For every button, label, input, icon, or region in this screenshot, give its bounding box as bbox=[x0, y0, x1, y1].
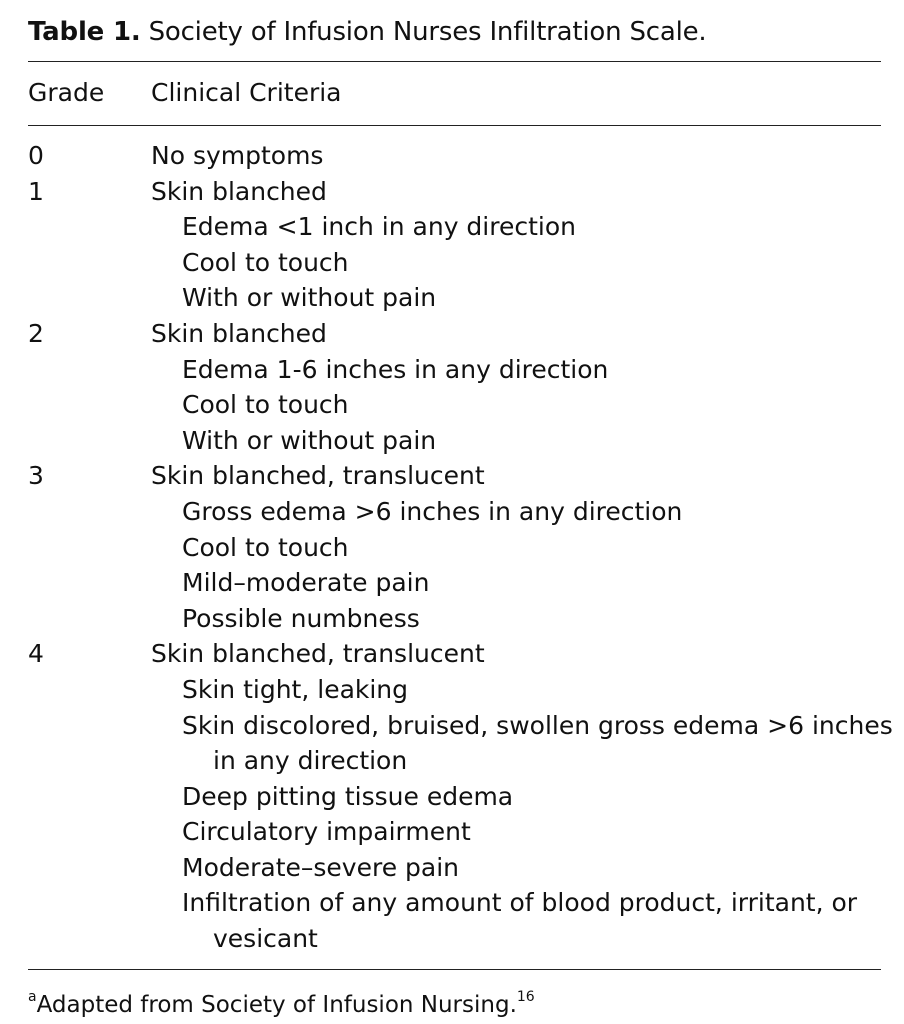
criteria-sub-text: Mild–moderate pain bbox=[182, 568, 430, 598]
table-row bbox=[28, 316, 881, 458]
table-row bbox=[28, 174, 881, 316]
criteria-main: Skin blanched bbox=[151, 176, 327, 206]
table-footnote bbox=[28, 980, 535, 1022]
criteria-sub-text: Skin discolored, bruised, swollen gross edema >6 inches bbox=[182, 710, 893, 740]
header-clinical-criteria: Clinical Criteria bbox=[151, 78, 342, 107]
criteria-sub-item bbox=[151, 245, 881, 281]
bottom-rule bbox=[28, 969, 881, 970]
criteria-sub-item bbox=[151, 779, 881, 815]
criteria-main: No symptoms bbox=[151, 141, 324, 170]
criteria-sub-item bbox=[151, 352, 881, 388]
footnote-text: Adapted from Society of Infusion Nursing. bbox=[36, 992, 517, 1018]
criteria-sub-text: Cool to touch bbox=[182, 390, 349, 420]
criteria-sub-item bbox=[151, 850, 881, 886]
table-body bbox=[28, 126, 893, 969]
criteria-sub-item bbox=[151, 494, 881, 530]
criteria-sub-text: Cool to touch bbox=[182, 247, 349, 277]
criteria-sub-continuation: vesicant bbox=[213, 924, 318, 954]
criteria-sub-text: Skin tight, leaking bbox=[182, 674, 409, 704]
criteria-main: Skin blanched, translucent bbox=[151, 639, 485, 669]
table-1 bbox=[28, 14, 893, 970]
criteria-sub-item bbox=[151, 387, 881, 423]
criteria-sub-text: Cool to touch bbox=[182, 532, 349, 562]
criteria-sub-text: Edema <1 inch in any direction bbox=[182, 212, 576, 242]
criteria-sub-item bbox=[151, 601, 881, 637]
grade-cell: 1 bbox=[28, 176, 44, 206]
criteria-sub-text: Deep pitting tissue edema bbox=[182, 781, 514, 811]
criteria-cell bbox=[151, 636, 893, 956]
criteria-sub-item bbox=[151, 814, 881, 850]
grade-cell: 2 bbox=[28, 318, 44, 348]
criteria-cell bbox=[151, 138, 881, 174]
criteria-sub-item bbox=[151, 708, 893, 779]
footnote-reference: 16 bbox=[516, 989, 535, 1005]
criteria-cell bbox=[151, 316, 881, 458]
criteria-sub-text: Gross edema >6 inches in any direction bbox=[182, 496, 683, 526]
criteria-sub-item bbox=[151, 423, 881, 459]
criteria-sub-text: Edema 1-6 inches in any direction bbox=[182, 354, 609, 384]
criteria-main: Skin blanched bbox=[151, 318, 327, 348]
table-row bbox=[28, 636, 893, 956]
criteria-sub-text: Circulatory impairment bbox=[182, 817, 471, 847]
grade-cell: 0 bbox=[28, 141, 44, 170]
criteria-sub-continuation: in any direction bbox=[213, 746, 408, 776]
table-caption-label: Table 1. bbox=[28, 17, 141, 47]
table-row bbox=[28, 458, 881, 636]
criteria-sub-item bbox=[151, 885, 881, 956]
header-grade: Grade bbox=[28, 78, 105, 107]
footnote-marker: a bbox=[28, 989, 37, 1005]
grade-cell: 3 bbox=[28, 461, 44, 491]
table-caption bbox=[28, 14, 881, 50]
criteria-sub-text: Possible numbness bbox=[182, 603, 420, 633]
criteria-main: Skin blanched, translucent bbox=[151, 461, 485, 491]
table-row bbox=[28, 138, 881, 174]
criteria-sub-item bbox=[151, 209, 881, 245]
criteria-sub-text: Infiltration of any amount of blood product, irritant, or bbox=[182, 888, 858, 918]
criteria-sub-text: With or without pain bbox=[182, 283, 437, 313]
table-caption-title: Society of Infusion Nurses Infiltration Scale. bbox=[140, 17, 707, 47]
criteria-sub-item bbox=[151, 565, 881, 601]
criteria-sub-item bbox=[151, 530, 881, 566]
criteria-sub-text: Moderate–severe pain bbox=[182, 852, 460, 882]
table-header-row bbox=[28, 62, 881, 125]
criteria-sub-item bbox=[151, 672, 881, 708]
criteria-sub-item bbox=[151, 280, 881, 316]
grade-cell: 4 bbox=[28, 639, 44, 669]
criteria-cell bbox=[151, 174, 881, 316]
criteria-sub-text: With or without pain bbox=[182, 425, 437, 455]
criteria-cell bbox=[151, 458, 881, 636]
